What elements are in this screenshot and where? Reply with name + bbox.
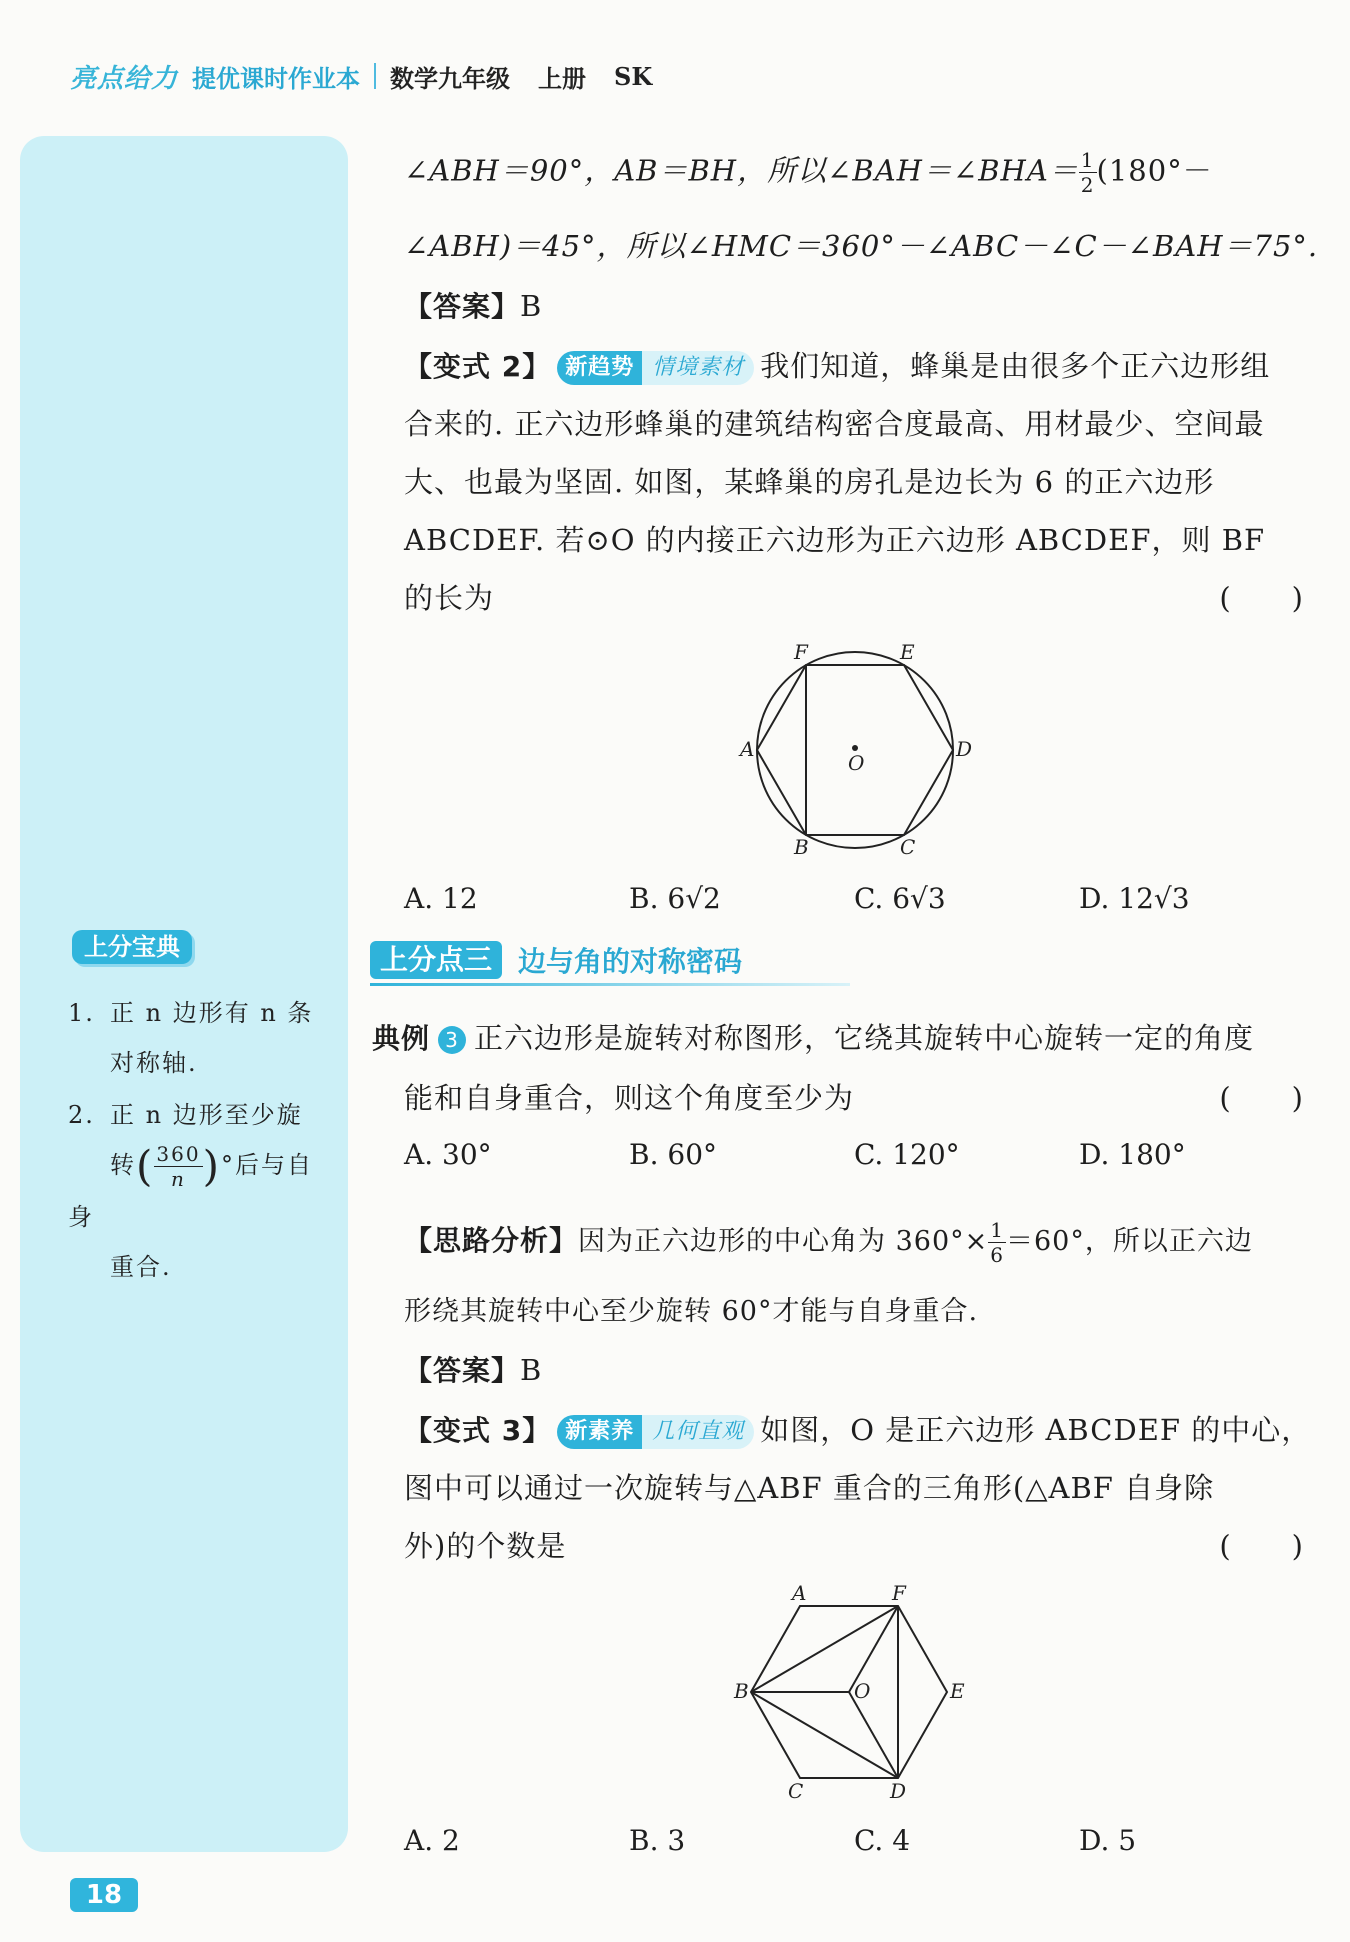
- hexagon-circle-figure: [730, 640, 990, 860]
- segment-bd: [751, 1692, 898, 1778]
- option-a[interactable]: A. 30°: [404, 1138, 492, 1171]
- variant3-options: [404, 1824, 1304, 1857]
- variant2-line-4: ABCDEF. 若⊙O 的内接正六边形为正六边形 ABCDEF，则 BF: [404, 523, 1266, 557]
- tip-text: °后与自身: [68, 1151, 313, 1231]
- topic-tag: [557, 1415, 754, 1449]
- edition: SK: [614, 61, 653, 91]
- sidebar-title: 上分宝典: [72, 930, 192, 964]
- variant2-line-1: [404, 346, 1304, 387]
- solution-line-1: [404, 148, 1304, 197]
- answer-label: 【答案】: [404, 290, 521, 323]
- variant2-options: [404, 882, 1304, 915]
- subject: 数学九年级: [390, 64, 511, 93]
- label-d: D: [956, 737, 973, 761]
- variant2-line-3: 大、也最为坚固. 如图，某蜂巢的房孔是边长为 6 的正六边形: [404, 465, 1215, 499]
- example-number: 3: [438, 1026, 466, 1054]
- hexagon-triangles-figure: [730, 1584, 990, 1804]
- option-c[interactable]: C. 4: [854, 1824, 911, 1857]
- fraction-denominator: 6: [990, 1243, 1004, 1267]
- answer-value: B: [520, 1353, 543, 1387]
- topic-tag: [557, 351, 754, 385]
- fraction-numerator: 1: [1080, 148, 1095, 172]
- tip-number: 2.: [68, 1101, 95, 1129]
- sidebar-tip-1: [68, 988, 338, 1088]
- tip-text: 正 n 边形至少旋: [110, 1101, 303, 1129]
- fraction-denominator: n: [171, 1167, 186, 1191]
- fraction: [988, 1218, 1006, 1267]
- question-text: 能和自身重合，则这个角度至少为: [404, 1081, 855, 1115]
- tip-text: 对称轴.: [110, 1049, 198, 1077]
- fraction-denominator: 2: [1080, 173, 1095, 197]
- answer-blank: ( ): [1219, 581, 1304, 615]
- option-d[interactable]: D. 5: [1079, 1824, 1137, 1857]
- page-number: 18: [70, 1878, 138, 1912]
- option-a[interactable]: A. 12: [404, 882, 478, 915]
- tip-text: 正 n 边形有 n 条: [110, 999, 314, 1027]
- label-d: D: [890, 1779, 907, 1803]
- variant-label: 【变式 3】: [404, 1414, 552, 1447]
- sidebar-tip-2: 2. 正 n 边形至少旋 转( $\frac{360}{n}$ )°后与自身 重合.: [68, 1090, 338, 1292]
- option-c[interactable]: C. 6√3: [854, 882, 946, 915]
- page-header: [70, 56, 652, 96]
- option-a[interactable]: A. 2: [404, 1824, 460, 1857]
- tip-text: 转: [110, 1151, 136, 1179]
- label-o: O: [854, 1679, 871, 1703]
- variant3-line-3: [404, 1526, 1304, 1566]
- option-b[interactable]: B. 60°: [629, 1138, 718, 1171]
- analysis-text: 因为正六边形的中心角为 360°×: [578, 1226, 989, 1257]
- example3-line-1: [372, 1018, 1304, 1059]
- label-e: E: [950, 1679, 965, 1703]
- tag-secondary: 情境素材: [642, 351, 754, 385]
- label-b: B: [734, 1679, 749, 1703]
- analysis-text: ＝60°，所以正六边: [1006, 1226, 1253, 1257]
- answer-blank: ( ): [1219, 1081, 1304, 1115]
- section-pill: 上分点三: [370, 941, 502, 979]
- example3-options: [404, 1138, 1304, 1171]
- segment-bf: [751, 1606, 898, 1692]
- section-header: [370, 940, 742, 980]
- brand-logo: 亮点给力: [70, 63, 179, 94]
- variant2-line-5: [404, 578, 1304, 618]
- variant2-line-2: 合来的. 正六边形蜂巢的建筑结构密合度最高、用材最少、空间最: [404, 407, 1265, 441]
- answer-label: 【答案】: [404, 1354, 521, 1387]
- fraction: [154, 1142, 202, 1191]
- question-text: 如图，O 是正六边形 ABCDEF 的中心，: [760, 1413, 1312, 1447]
- analysis-line-2: 形绕其旋转中心至少旋转 60°才能与自身重合.: [404, 1296, 979, 1327]
- tip-text: 重合.: [110, 1252, 172, 1281]
- volume: 上册: [538, 64, 587, 93]
- question-text: 正六边形是旋转对称图形，它绕其旋转中心旋转一定的角度: [474, 1021, 1255, 1055]
- label-e: E: [900, 640, 915, 664]
- tip-number: 1.: [68, 999, 95, 1027]
- question-text: 我们知道，蜂巢是由很多个正六边形组: [760, 349, 1271, 383]
- option-d[interactable]: D. 12√3: [1079, 882, 1190, 915]
- option-b[interactable]: B. 3: [629, 1824, 686, 1857]
- analysis-label: 【思路分析】: [404, 1224, 579, 1257]
- label-c: C: [788, 1779, 804, 1803]
- label-a: A: [740, 737, 755, 761]
- answer-line-2: [404, 1350, 1304, 1391]
- question-text: 外)的个数是: [404, 1529, 567, 1563]
- solution-text: (180°－: [1096, 153, 1213, 188]
- label-o: O: [848, 751, 865, 775]
- example3-line-2: [404, 1078, 1304, 1118]
- fraction-numerator: 360: [156, 1142, 201, 1166]
- tag-secondary: 几何直观: [642, 1415, 754, 1449]
- example-label: 典例: [372, 1022, 431, 1055]
- header-divider: [374, 63, 376, 89]
- fraction-numerator: 1: [990, 1218, 1004, 1242]
- tag-primary: 新趋势: [557, 351, 642, 385]
- tag-primary: 新素养: [557, 1415, 642, 1449]
- analysis-line-1: [404, 1218, 1304, 1267]
- fraction: [1079, 148, 1097, 197]
- label-c: C: [900, 835, 916, 859]
- answer-line-1: [404, 286, 1304, 327]
- question-text: 的长为: [404, 581, 495, 615]
- label-f: F: [892, 1584, 906, 1605]
- label-b: B: [794, 835, 809, 859]
- variant3-line-1: [404, 1410, 1312, 1451]
- variant3-line-2: 图中可以通过一次旋转与△ABF 重合的三角形(△ABF 自身除: [404, 1471, 1215, 1505]
- solution-line-2: ∠ABH)＝45°，所以∠HMC＝360°－∠ABC－∠C－∠BAH＝75°.: [404, 229, 1319, 263]
- option-b[interactable]: B. 6√2: [629, 882, 721, 915]
- option-c[interactable]: C. 120°: [854, 1138, 960, 1171]
- answer-blank: ( ): [1219, 1529, 1304, 1563]
- segment-od: [849, 1692, 898, 1778]
- solution-text: ∠ABH＝90°，AB＝BH，所以∠BAH＝∠BHA＝: [404, 153, 1079, 188]
- answer-value: B: [520, 289, 543, 323]
- label-f: F: [794, 640, 808, 664]
- label-a: A: [792, 1584, 807, 1605]
- variant-label: 【变式 2】: [404, 350, 552, 383]
- section-title: 边与角的对称密码: [518, 945, 743, 978]
- option-d[interactable]: D. 180°: [1079, 1138, 1186, 1171]
- series-title: 提优课时作业本: [192, 64, 361, 93]
- section-underline: [370, 983, 850, 986]
